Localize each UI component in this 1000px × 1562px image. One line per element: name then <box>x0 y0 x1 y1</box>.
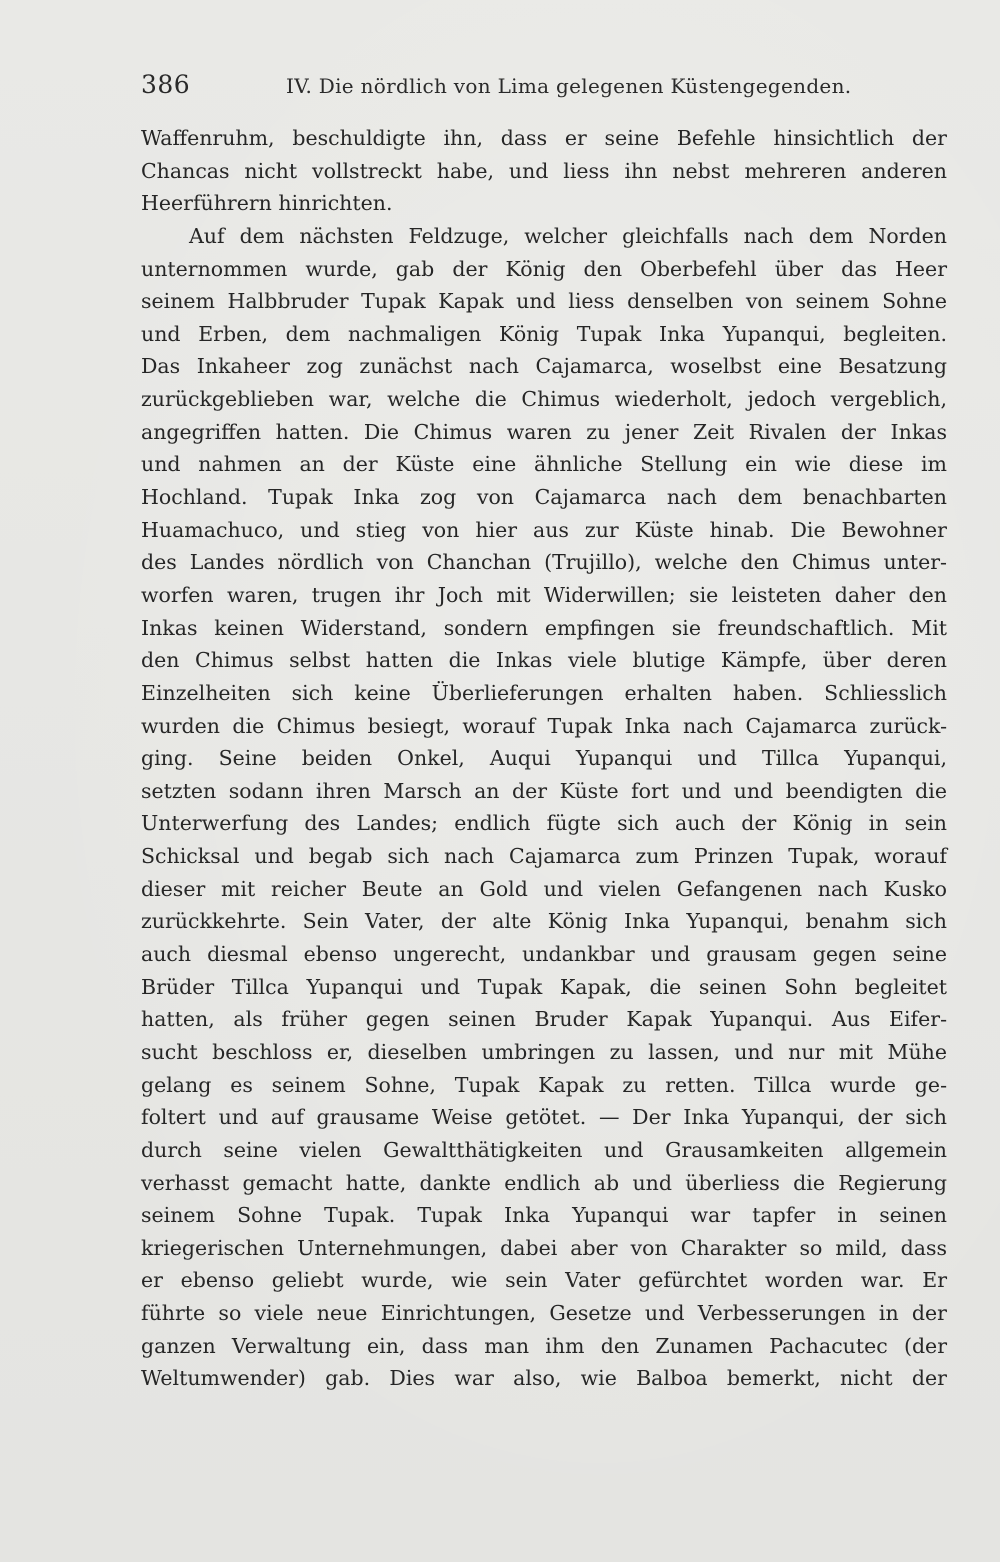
text-line: hatten, als früher gegen seinen Bruder Kapak Yupanqui. Aus Eifer- <box>141 1007 947 1032</box>
text-line: Das Inkaheer zog zunächst nach Cajamarca, woselbst eine Besatzung <box>141 354 947 379</box>
text-line: seinem Halbbruder Tupak Kapak und liess denselben von seinem Sohne <box>141 289 947 314</box>
text-line: Inkas keinen Widerstand, sondern empfingen sie freundschaftlich. Mit <box>141 615 947 640</box>
text-line: Unterwerfung des Landes; endlich fügte sich auch der König in sein <box>141 811 947 836</box>
text-line: dieser mit reicher Beute an Gold und vielen Gefangenen nach Kusko <box>141 876 947 901</box>
text-line: Hochland. Tupak Inka zog von Cajamarca nach dem benachbarten <box>141 485 947 510</box>
text-line: er ebenso geliebt wurde, wie sein Vater gefürchtet worden war. Er <box>141 1268 947 1293</box>
text-line: sucht beschloss er, dieselben umbringen zu lassen, und nur mit Mühe <box>141 1039 947 1064</box>
text-line: angegriffen hatten. Die Chimus waren zu jener Zeit Rivalen der Inkas <box>141 419 947 444</box>
text-line: Heerführern hinrichten. <box>141 191 393 216</box>
text-line: Chancas nicht vollstreckt habe, und liess ihn nebst mehreren anderen <box>141 158 947 183</box>
text-line: setzten sodann ihren Marsch an der Küste fort und und beendigten die <box>141 778 947 803</box>
text-line: Schicksal und begab sich nach Cajamarca zum Prinzen Tupak, worauf <box>141 844 947 869</box>
text-line: und Erben, dem nachmaligen König Tupak Inka Yupanqui, begleiten. <box>141 321 947 346</box>
text-line: gelang es seinem Sohne, Tupak Kapak zu retten. Tillca wurde ge- <box>141 1072 947 1097</box>
text-line: Auf dem nächsten Feldzuge, welcher gleichfalls nach dem Norden <box>189 223 947 248</box>
text-line: Weltumwender) gab. Dies war also, wie Balboa bemerkt, nicht der <box>141 1366 947 1391</box>
text-line: durch seine vielen Gewaltthätigkeiten und Grausamkeiten allgemein <box>141 1137 947 1162</box>
text-line: ganzen Verwaltung ein, dass man ihm den Zunamen Pachacutec (der <box>141 1333 947 1358</box>
body-text <box>141 122 947 1395</box>
text-line: Huamachuco, und stieg von hier aus zur Küste hinab. Die Bewohner <box>141 517 947 542</box>
text-line: zurückgeblieben war, welche die Chimus wiederholt, jedoch vergeblich, <box>141 387 947 412</box>
text-line: unternommen wurde, gab der König den Oberbefehl über das Heer <box>141 256 947 281</box>
text-line: foltert und auf grausame Weise getötet. — Der Inka Yupanqui, der sich <box>141 1105 947 1130</box>
chapter-title: IV. Die nördlich von Lima gelegenen Küstengegenden. <box>286 74 852 98</box>
text-line: wurden die Chimus besiegt, worauf Tupak Inka nach Cajamarca zurück- <box>141 713 947 738</box>
text-line: worfen waren, trugen ihr Joch mit Widerwillen; sie leisteten daher den <box>141 582 947 607</box>
running-head <box>141 70 941 100</box>
text-line: seinem Sohne Tupak. Tupak Inka Yupanqui war tapfer in seinen <box>141 1203 947 1228</box>
text-line: des Landes nördlich von Chanchan (Trujillo), welche den Chimus unter- <box>141 550 947 575</box>
text-line: führte so viele neue Einrichtungen, Gesetze und Verbesserungen in der <box>141 1301 947 1326</box>
text-line: und nahmen an der Küste eine ähnliche Stellung ein wie diese im <box>141 452 947 477</box>
page-number: 386 <box>141 70 191 99</box>
text-line: Einzelheiten sich keine Überlieferungen erhalten haben. Schliesslich <box>141 680 947 705</box>
text-line: kriegerischen Unternehmungen, dabei aber von Charakter so mild, dass <box>141 1235 947 1260</box>
text-line: den Chimus selbst hatten die Inkas viele blutige Kämpfe, über deren <box>141 648 947 673</box>
text-line: Brüder Tillca Yupanqui und Tupak Kapak, die seinen Sohn begleitet <box>141 974 947 999</box>
text-line: auch diesmal ebenso ungerecht, undankbar und grausam gegen seine <box>141 942 947 967</box>
text-line: Waffenruhm, beschuldigte ihn, dass er seine Befehle hinsichtlich der <box>141 126 947 150</box>
text-line: ging. Seine beiden Onkel, Auqui Yupanqui und Tillca Yupanqui, <box>141 746 947 771</box>
text-line: verhasst gemacht hatte, dankte endlich ab und überliess die Regierung <box>141 1170 947 1195</box>
text-line: zurückkehrte. Sein Vater, der alte König Inka Yupanqui, benahm sich <box>141 909 947 934</box>
